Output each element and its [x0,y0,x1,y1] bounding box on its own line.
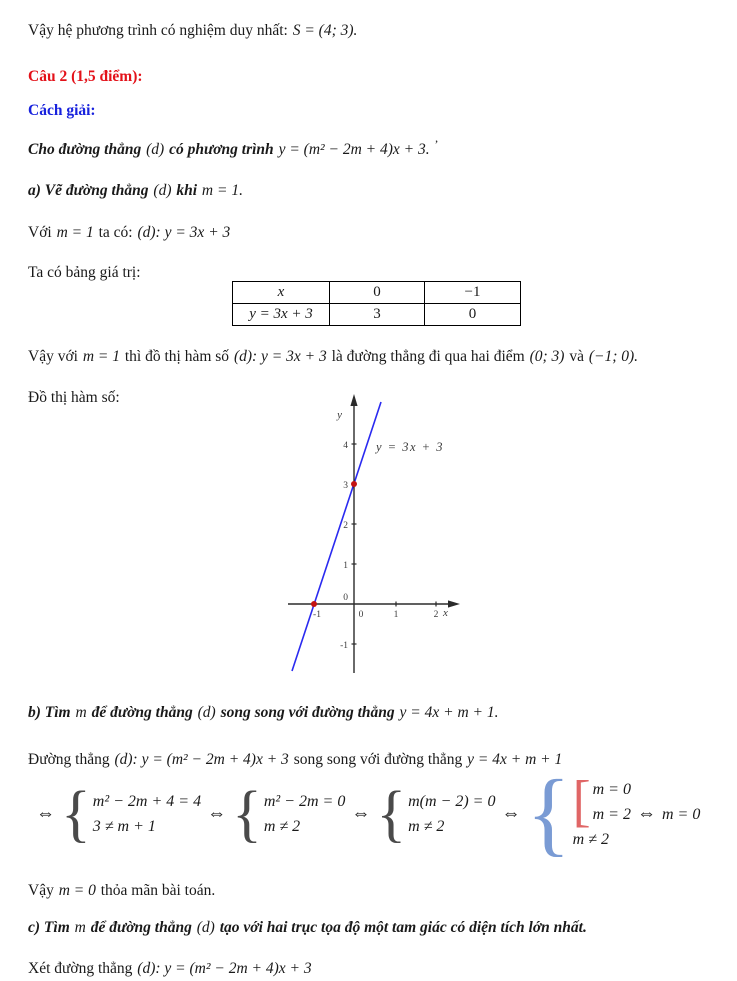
derivation-result [631,802,700,827]
constraint-line: m ≠ 2 [572,830,609,848]
equivalence-arrow: ⇔ [36,803,55,824]
table-cell: 0 [330,282,425,304]
math-segment: m [74,918,86,936]
math-segment: S = (4; 3). [292,21,358,39]
math-segment: y = 4x + m + 1. [399,703,499,721]
y-tick-label-minus1: -1 [340,641,348,651]
table-cell-y-header: y = 3x + 3 [233,304,330,326]
text-segment: Vậy [28,881,54,899]
y-tick-label-4: 4 [343,441,348,451]
stray-quote-mark: ’ [434,136,439,151]
x-tick-label-2: 2 [433,610,439,620]
graph-intro-line: Đồ thị hàm số: [28,388,120,406]
text-segment: để đường thẳng [91,703,193,721]
x-axis-label: x [443,607,448,619]
text-segment: ta có: [98,223,133,241]
question-heading: Câu 2 (1,5 điểm): [28,67,143,85]
curly-brace: { [61,779,91,849]
y-axis-label: y [337,409,342,421]
text-segment: c) Tìm [28,918,70,936]
text-segment: a) Vẽ đường thẳng [28,181,149,199]
part-c-heading [28,917,587,938]
point-0-3 [351,481,357,487]
system-lines [572,769,631,852]
result-value: m = 0 [661,805,701,823]
text-segment: là đường thẳng đi qua hai điểm [331,347,525,365]
part-a-conclusion-line [28,346,639,367]
system-3 [376,779,496,849]
text-segment: Với [28,223,52,241]
part-b-conclusion-line [28,880,215,901]
value-table [232,281,521,326]
system-lines [408,789,495,839]
system-lines [264,789,346,839]
math-segment: (d): y = 3x + 3 [233,347,327,365]
function-equation-label: y = 3x + 3 [376,440,444,454]
system-lines [93,789,201,839]
math-segment: (d) [196,918,215,936]
y-tick-label-1: 1 [343,561,348,571]
text-segment: Vậy với [28,347,78,365]
y-tick-label-3: 3 [343,481,348,491]
equation-line: m² − 2m + 4 = 4 [92,793,202,810]
text-segment: Cho đường thẳng [28,140,142,158]
system-1 [61,779,202,849]
text-segment: b) Tìm [28,703,71,721]
system-4 [526,761,631,866]
equation-line: m(m − 2) = 0 [408,793,496,810]
math-segment: (−1; 0). [588,347,639,365]
x-tick-label-1: 1 [393,610,399,620]
table-row [233,304,521,326]
text-segment: song song với đường thẳng [220,703,395,721]
text-segment: có phương trình [169,140,274,158]
text-segment: thỏa mãn bài toán. [100,881,216,899]
y-tick-label-0: 0 [343,593,348,603]
text-segment: và [569,347,584,365]
text-segment: tạo với hai trục tọa độ một tam giác có diện tích lớn nhất. [219,918,587,936]
table-cell: 3 [330,304,425,326]
function-line [292,402,381,671]
system-2 [232,779,346,849]
y-axis-arrow-icon [350,394,357,406]
square-bracket-red: [ [572,769,591,833]
curly-brace: { [232,779,262,849]
text-segment: song song với đường thẳng [293,750,463,768]
method-heading: Cách giải: [28,101,96,119]
table-cell: 0 [425,304,521,326]
math-segment: (d): y = (m² − 2m + 4)x + 3 [137,959,312,977]
function-graph [276,393,480,683]
part-a-heading [28,180,244,201]
text-segment: thì đồ thị hàm số [124,347,230,365]
table-intro-line: Ta có bảng giá trị: [28,263,141,281]
x-axis-arrow-icon [448,600,460,607]
math-segment: m = 1 [56,223,94,241]
equivalence-arrow: ⇔ [501,803,521,824]
table-cell-x-header: x [233,282,330,304]
text-segment: khi [176,181,198,199]
text-segment: để đường thẳng [90,918,192,936]
table-row [233,282,521,304]
table-cell: −1 [425,282,521,304]
case-line: m = 0 [592,780,631,798]
text-segment: Vậy hệ phương trình có nghiệm duy nhất: [28,21,288,39]
equivalence-arrow: ⇔ [351,803,371,824]
math-segment: (d): y = 3x + 3 [137,223,231,241]
part-b-heading [28,702,500,723]
parallel-condition-line [28,749,563,770]
equation-line: m ≠ 2 [408,818,445,835]
equation-line: m² − 2m = 0 [263,793,346,810]
x-tick-label-0: 0 [358,610,364,620]
equivalence-arrow: ⇔ [636,803,656,824]
text-segment: Xét đường thẳng [28,959,133,977]
equation-line: m ≠ 2 [263,818,301,835]
y-tick-label-2: 2 [343,521,348,531]
equation-line: 3 ≠ m + 1 [92,818,156,835]
math-segment: (d) [153,181,172,199]
equivalence-arrow: ⇔ [207,803,227,824]
curly-brace: { [376,779,407,849]
text-segment: Đường thẳng [28,750,110,768]
math-segment: m = 0 [58,881,96,899]
with-m1-line [28,222,231,243]
math-segment: (0; 3) [529,347,565,365]
point-minus1-0 [311,601,317,607]
math-segment: (d) [146,140,165,158]
problem-statement-line [28,134,439,160]
curly-brace-blue: { [526,761,571,866]
math-segment: (d): y = (m² − 2m + 4)x + 3 [114,750,289,768]
case-lines [593,777,631,827]
math-segment: m [75,703,87,721]
case-bracket-group [572,769,631,833]
math-segment: y = (m² − 2m + 4)x + 3. [278,140,430,158]
math-segment: m = 1. [201,181,243,199]
consider-line [28,958,313,979]
equivalence-derivation [30,761,701,866]
math-segment: y = 4x + m + 1 [467,750,563,768]
previous-conclusion-line [28,20,358,41]
x-tick-label-minus1: -1 [313,610,321,620]
case-line: m = 2 [592,805,631,823]
math-segment: m = 1 [82,347,120,365]
math-segment: (d) [197,703,216,721]
